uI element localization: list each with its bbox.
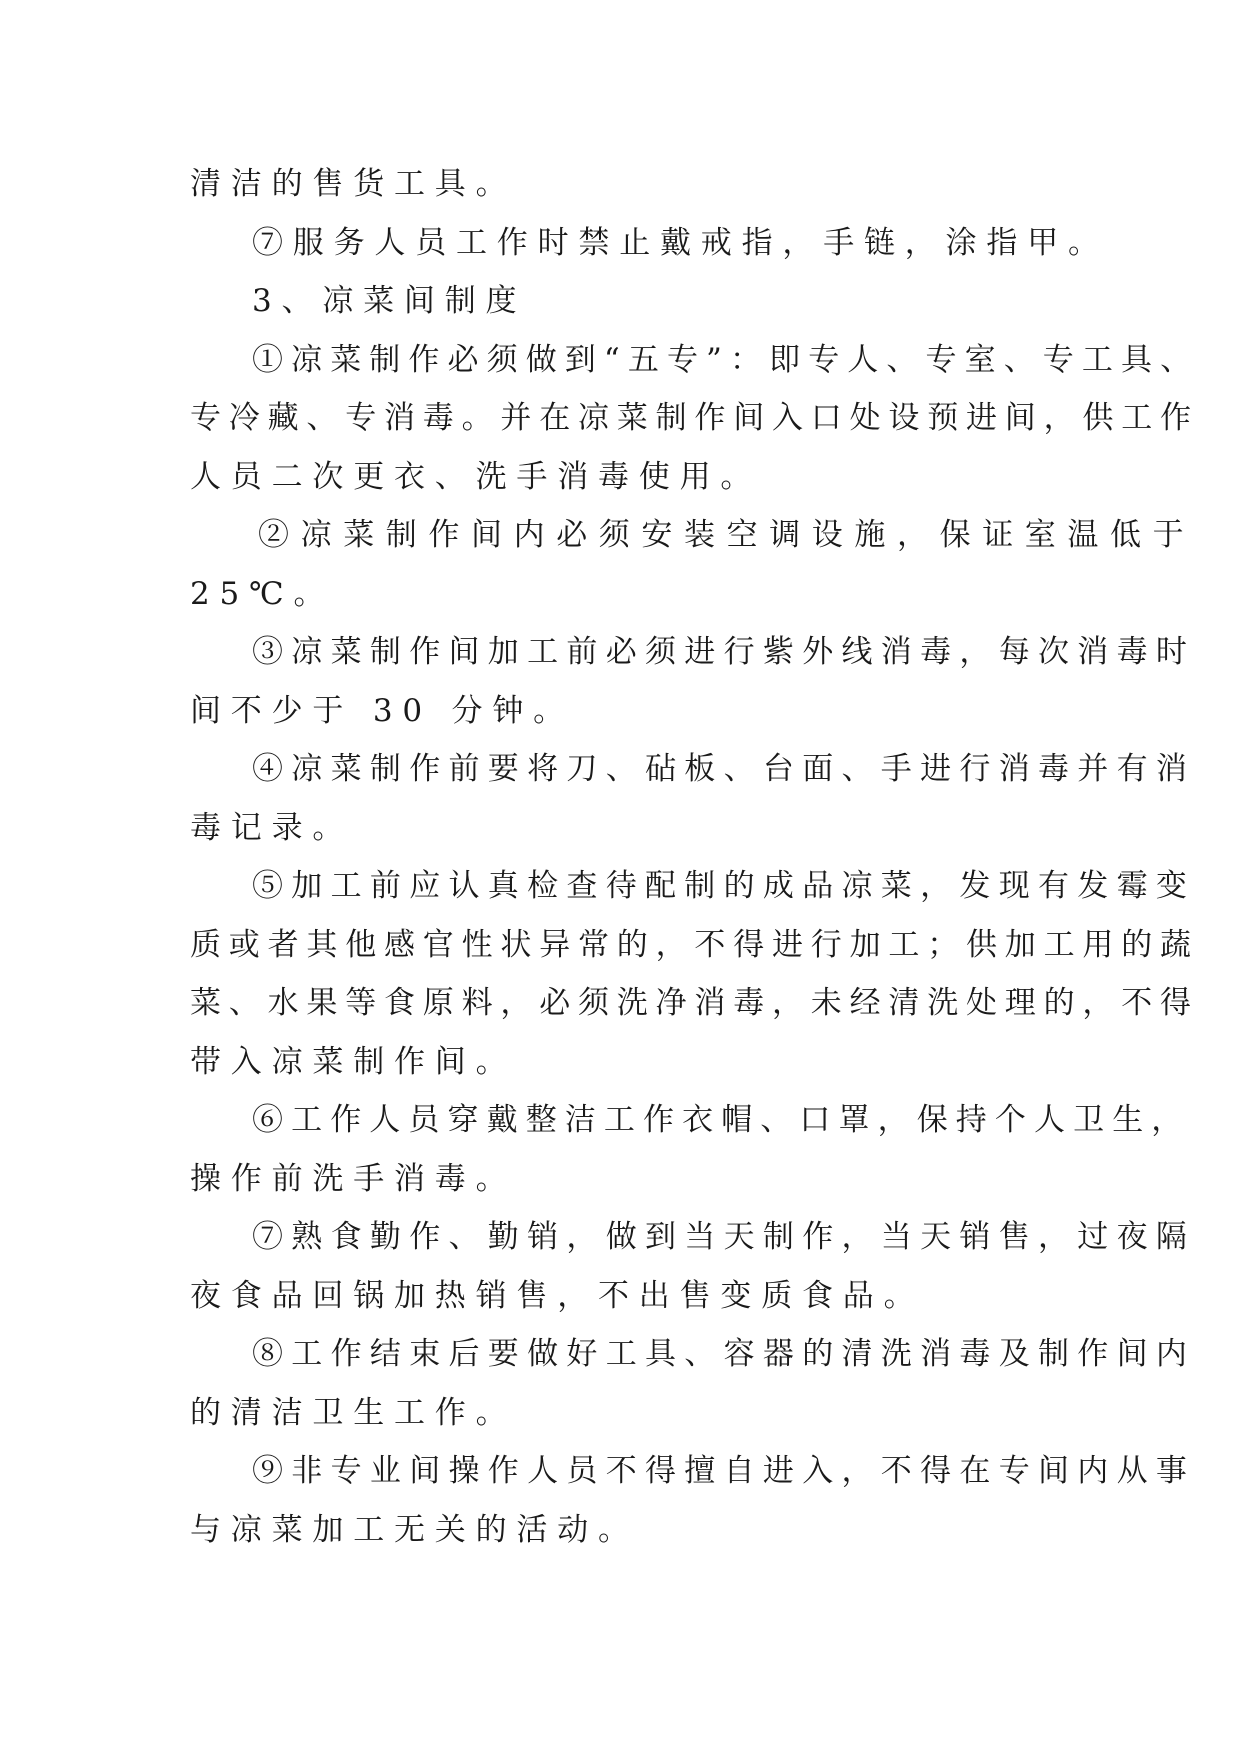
text-line: 质或者其他感官性状异常的，不得进行加工；供加工用的蔬 (190, 926, 1199, 963)
text-line: ①凉菜制作必须做到“五专”：即专人、专室、专工具、 (252, 341, 1200, 378)
text-line: 夜食品回锅加热销售，不出售变质食品。 (190, 1277, 925, 1314)
text-line: ⑥工作人员穿戴整洁工作衣帽、口罩，保持个人卫生， (252, 1102, 1191, 1138)
text-line: ⑦熟食勤作、勤销，做到当天制作，当天销售，过夜隔 (252, 1219, 1196, 1255)
text-line: 与凉菜加工无关的活动。 (190, 1511, 639, 1548)
text-line: 人员二次更衣、洗手消毒使用。 (190, 458, 762, 495)
text-line: ⑧工作结束后要做好工具、容器的清洗消毒及制作间内 (252, 1336, 1196, 1372)
section-heading: 3、凉菜间制度 (252, 283, 527, 319)
text-line: 25℃。 (190, 575, 335, 612)
text-line: ②凉菜制作间内必须安装空调设施，保证室温低于 (258, 517, 1196, 553)
text-line: ⑦服务人员工作时禁止戴戒指，手链，涂指甲。 (252, 224, 1109, 261)
text-line: ④凉菜制作前要将刀、砧板、台面、手进行消毒并有消 (252, 751, 1196, 787)
text-line: ③凉菜制作间加工前必须进行紫外线消毒，每次消毒时 (252, 634, 1196, 670)
document-body (190, 155, 1200, 1559)
text-line: 操作前洗手消毒。 (190, 1160, 517, 1197)
text-line: 带入凉菜制作间。 (190, 1043, 517, 1080)
text-line: 菜、水果等食原料，必须洗净消毒，未经清洗处理的，不得 (190, 985, 1199, 1021)
text-line: ⑤加工前应认真检查待配制的成品凉菜，发现有发霉变 (252, 868, 1196, 904)
text-line: 间不少于 30 分钟。 (190, 692, 574, 729)
text-line: 的清洁卫生工作。 (190, 1394, 517, 1431)
text-line: 清洁的售货工具。 (190, 166, 517, 202)
text-line: 专冷藏、专消毒。并在凉菜制作间入口处设预进间，供工作 (190, 400, 1199, 436)
text-line: 毒记录。 (190, 809, 354, 846)
text-line: ⑨非专业间操作人员不得擅自进入，不得在专间内从事 (252, 1453, 1196, 1489)
